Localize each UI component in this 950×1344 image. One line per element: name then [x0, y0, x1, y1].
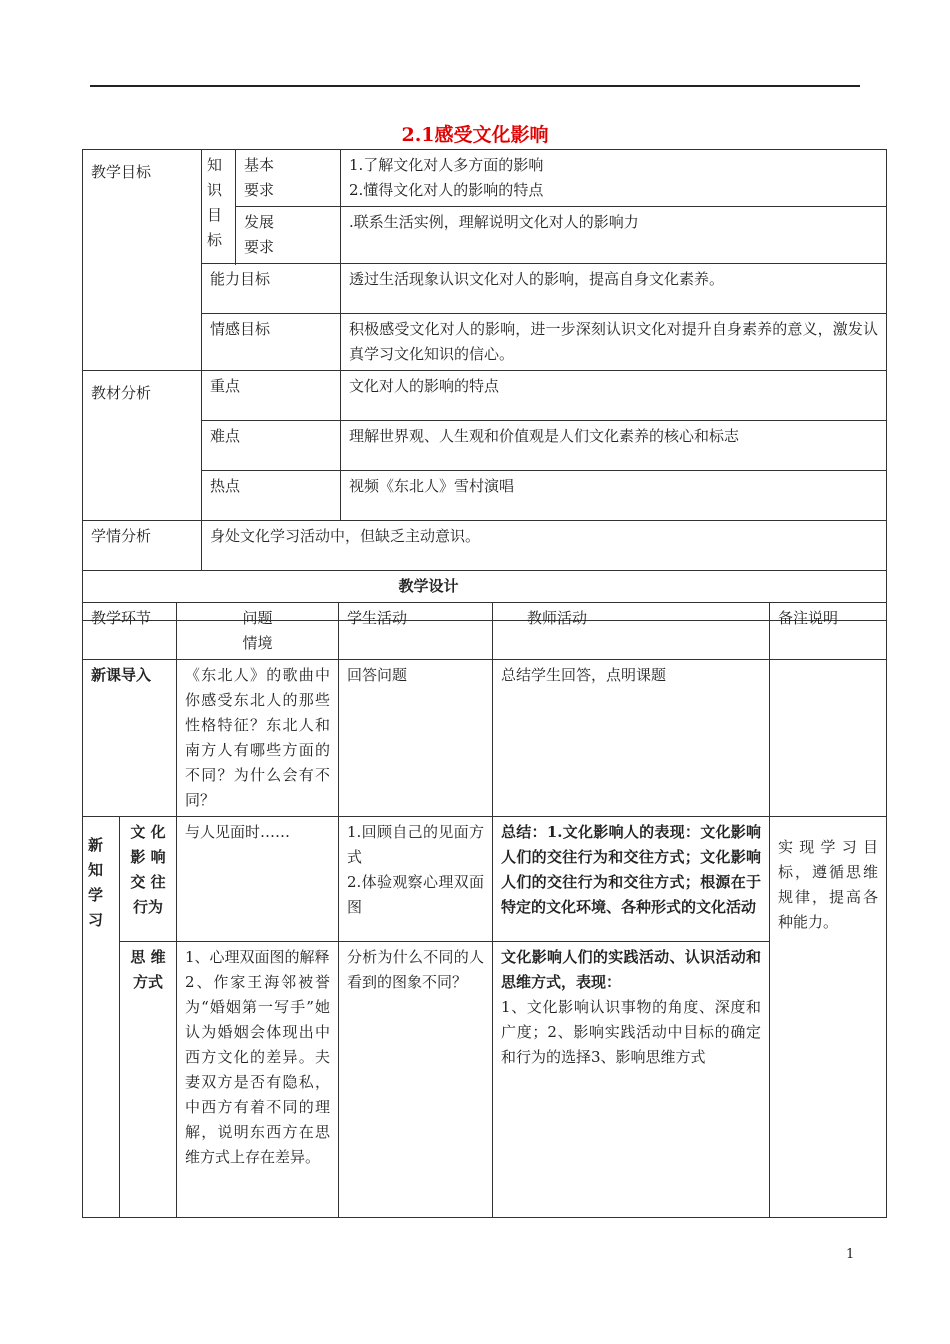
student-analysis-label: 学情分析: [83, 521, 202, 571]
intro-question: 《东北人》的歌曲中你感受东北人的那些性格特征？东北人和南方人有哪些方面的不同？为什么会有不同？: [177, 660, 339, 817]
header-notes: 备注说明: [770, 603, 887, 660]
knowledge-goal-label: 知 识 目 标: [202, 150, 236, 264]
develop-requirement-text: .联系生活实例，理解说明文化对人的影响力: [341, 207, 887, 264]
intro-student: 回答问题: [339, 660, 493, 817]
header-stage: 教学环节: [83, 603, 177, 660]
lesson-plan-table: [82, 149, 887, 621]
difficult-point-text: 理解世界观、人生观和价值观是人们文化素养的核心和标志: [341, 421, 887, 471]
new-learning-stage: 新 知 学 习: [83, 817, 120, 1218]
thinking-question: 1、心理双面图的解释 2、作家王海邻被誉为“婚姻第一写手”她认为婚姻会体现出中西方文化的差异。夫妻双方是否有隐私，中西方有着不同的理解，说明东西方在思维方式上存在差异。: [177, 942, 339, 1218]
new-learning-notes: 实现学习目标，遵循思维规律，提高各种能力。: [770, 817, 887, 1218]
material-label: 教材分析: [83, 371, 202, 521]
intro-teacher: 总结学生回答，点明课题: [493, 660, 770, 817]
key-point-label: 重点: [202, 371, 341, 421]
hot-point-text: 视频《东北人》雪村演唱: [341, 471, 887, 521]
page-number: 1: [846, 1247, 855, 1262]
page-title: 2.1感受文化影响: [401, 124, 549, 146]
interaction-student: 1.回顾自己的见面方式 2.体验观察心理双面图: [339, 817, 493, 942]
goals-label: 教学目标: [83, 150, 202, 371]
header-student: 学生活动: [339, 603, 493, 660]
basic-requirement-items: 1.了解文化对人多方面的影响 2.懂得文化对人的影响的特点: [341, 150, 887, 207]
interaction-teacher: 总结：1.文化影响人的表现：文化影响人们的交往行为和交往方式；文化影响人们的交往行为和交往方式；根源在于特定的文化环境、各种形式的文化活动: [493, 817, 770, 942]
student-analysis-text: 身处文化学习活动中，但缺乏主动意识。: [202, 521, 887, 571]
thinking-mode-label: 思 维 方式: [120, 942, 177, 1218]
culture-interaction-label: 文 化 影 响 交 往 行为: [120, 817, 177, 942]
key-point-text: 文化对人的影响的特点: [341, 371, 887, 421]
emotion-goal-text: 积极感受文化对人的影响，进一步深刻认识文化对提升自身素养的意义，激发认真学习文化知识的信心。: [341, 314, 887, 371]
header-question: 问题 情境: [177, 603, 339, 660]
header-teacher: 教师活动: [493, 603, 770, 660]
intro-notes: [770, 660, 887, 817]
thinking-student: 分析为什么不同的人看到的图象不同？: [339, 942, 493, 1218]
thinking-teacher: 文化影响人们的实践活动、认识活动和思维方式，表现： 1、文化影响认识事物的角度、深度和广度；2、影响实践活动中目标的确定和行为的选择3、影响思维方式: [493, 942, 770, 1218]
design-heading: 教学设计: [83, 571, 887, 621]
design-table: [82, 602, 887, 1218]
difficult-point-label: 难点: [202, 421, 341, 471]
intro-stage: 新课导入: [83, 660, 177, 817]
interaction-question: 与人见面时……: [177, 817, 339, 942]
ability-goal-text: 透过生活现象认识文化对人的影响，提高自身文化素养。: [341, 264, 887, 314]
basic-requirement-label: 基本 要求: [236, 150, 341, 207]
emotion-goal-label: 情感目标: [202, 314, 341, 371]
hot-point-label: 热点: [202, 471, 341, 521]
header-rule: [90, 85, 860, 87]
ability-goal-label: 能力目标: [202, 264, 341, 314]
develop-requirement-label: 发展 要求: [236, 207, 341, 264]
